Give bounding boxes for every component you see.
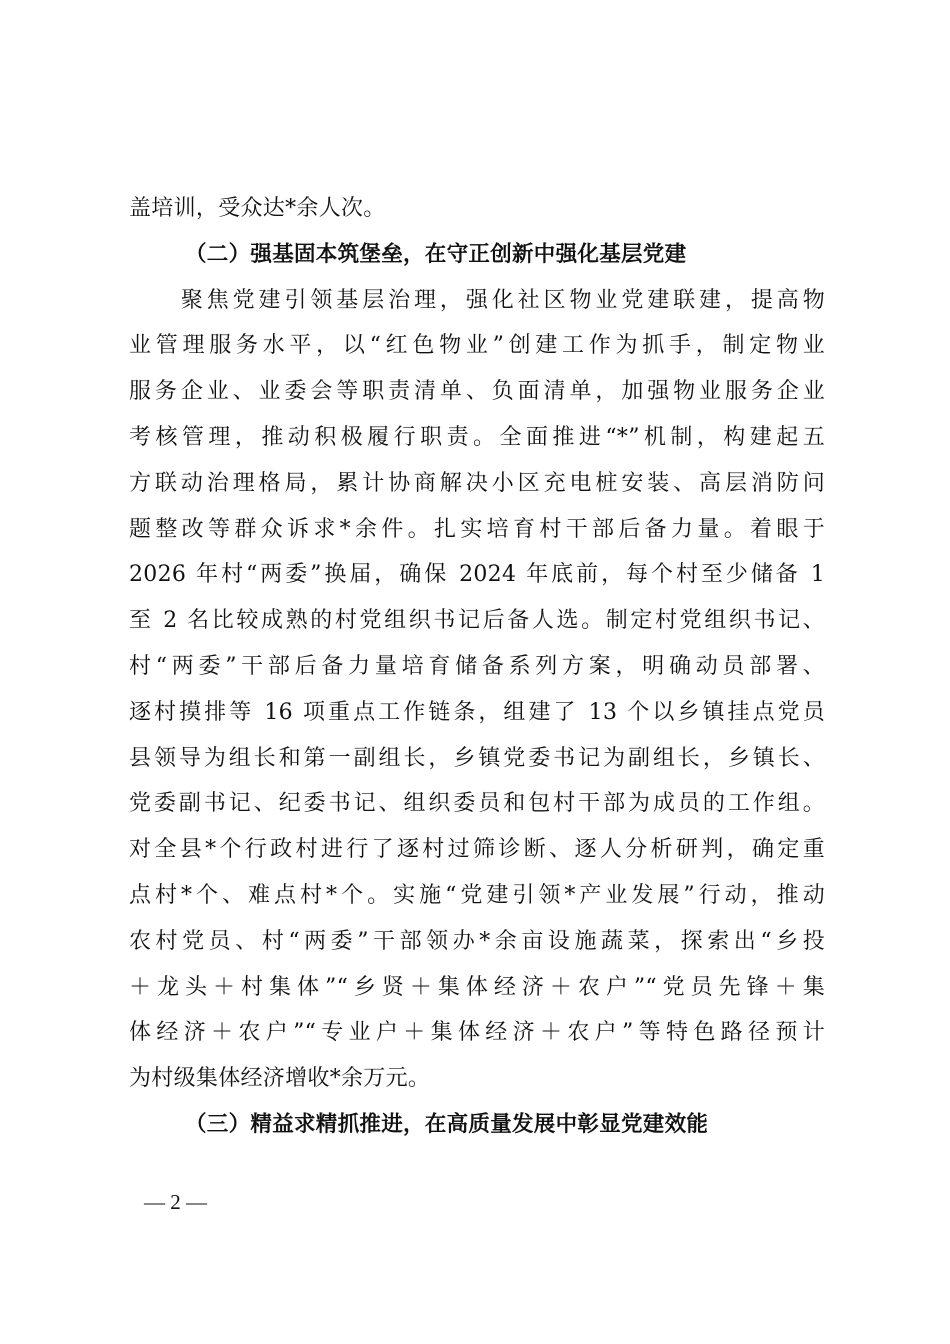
section-heading: （三）精益求精抓推进，在高质量发展中彰显党建效能 (185, 1111, 709, 1137)
paragraph-line: 2026 年村“两委”换届，确保 2024 年底前，每个村至少储备 1 (129, 562, 825, 588)
paragraph-line: 为村级集体经济增收*余万元。 (129, 1066, 431, 1092)
paragraph-line: 至 2 名比较成熟的村党组织书记后备人选。制定村党组织书记、 (129, 608, 825, 634)
paragraph-line: 对全县*个行政村进行了逐村过筛诊断、逐人分析研判，确定重 (129, 837, 825, 863)
paragraph-line: 方联动治理格局，累计协商解决小区充电桩安装、高层消防问 (129, 470, 825, 496)
paragraph-line: 体经济＋农户”“专业户＋集体经济＋农户”等特色路径预计 (129, 1020, 825, 1046)
paragraph-line: 逐村摸排等 16 项重点工作链条，组建了 13 个以乡镇挂点党员 (129, 699, 825, 725)
document-body (129, 186, 825, 1148)
paragraph-line: 聚焦党建引领基层治理，强化社区物业党建联建，提高物 (129, 287, 825, 313)
paragraph-line: 考核管理，推动积极履行职责。全面推进“*”机制，构建起五 (129, 424, 825, 450)
page-number: — 2 — (144, 1190, 207, 1214)
paragraph-line: 点村*个、难点村*个。实施“党建引领*产业发展”行动，推动 (129, 882, 825, 908)
section-heading: （二）强基固本筑堡垒，在守正创新中强化基层党建 (185, 241, 687, 267)
paragraph-line: 盖培训，受众达*余人次。 (129, 196, 386, 221)
paragraph-line: 农村党员、村“两委”干部领办*余亩设施蔬菜，探索出“乡投 (129, 928, 825, 954)
paragraph-line: 题整改等群众诉求*余件。扎实培育村干部后备力量。着眼于 (129, 516, 825, 542)
paragraph-line: 服务企业、业委会等职责清单、负面清单，加强物业服务企业 (129, 379, 825, 405)
paragraph-line: 业管理服务水平，以“红色物业”创建工作为抓手，制定物业 (129, 333, 825, 359)
paragraph-line: 党委副书记、纪委书记、组织委员和包村干部为成员的工作组。 (129, 791, 825, 817)
paragraph-line: 县领导为组长和第一副组长，乡镇党委书记为副组长，乡镇长、 (129, 745, 825, 771)
paragraph-line: 村“两委”干部后备力量培育储备系列方案，明确动员部署、 (129, 653, 825, 679)
paragraph-line: ＋龙头＋村集体”“乡贤＋集体经济＋农户”“党员先锋＋集 (129, 974, 825, 1000)
